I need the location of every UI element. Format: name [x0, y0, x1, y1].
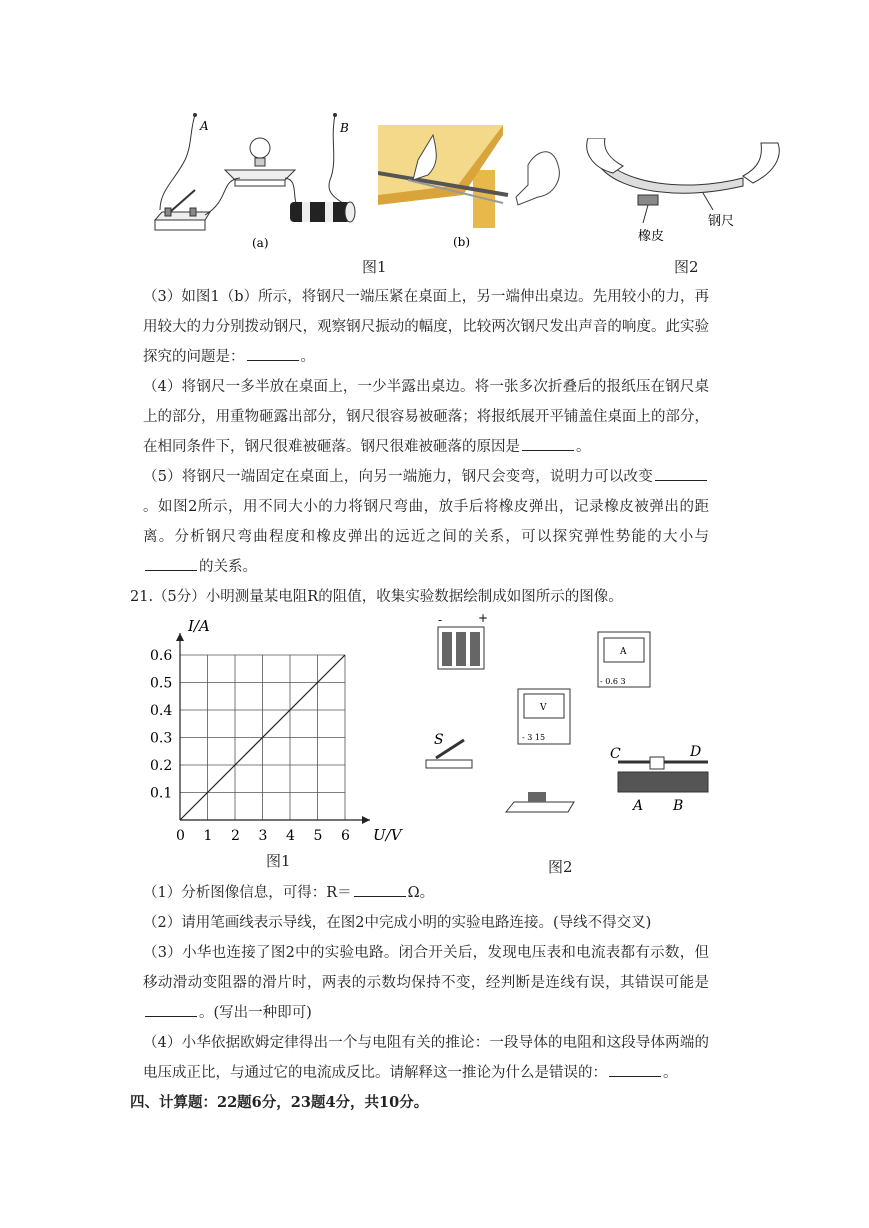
- circuit-components: [418, 612, 730, 832]
- svg-text:D: D: [690, 744, 702, 760]
- svg-text:B: B: [673, 798, 684, 814]
- chart-caption: 图1: [266, 852, 291, 870]
- label-eraser: 橡皮: [638, 229, 665, 244]
- answer-blank[interactable]: [655, 466, 707, 481]
- q21-part-1: （1）分析图像信息，可得：R＝ Ω。: [143, 878, 709, 908]
- svg-text:-: -: [438, 613, 443, 627]
- resistor-icon: [506, 792, 574, 812]
- switch-icon: [426, 732, 472, 768]
- svg-text:- 3 15: - 3 15: [522, 733, 546, 742]
- rheostat-icon: [610, 744, 708, 814]
- ammeter-icon: [598, 632, 650, 687]
- q21-stem: 21.（5分）小明测量某电阻R的阻值，收集实验数据绘制成如图所示的图像。: [130, 589, 623, 605]
- y-tick-label: 0.2: [150, 758, 173, 774]
- y-axis-label: I/A: [188, 617, 210, 635]
- answer-blank[interactable]: [609, 1062, 661, 1077]
- figure-1b-ruler-table: [378, 125, 573, 250]
- section-4-heading: 四、计算题：22题6分，23题4分，共10分。: [130, 1094, 429, 1111]
- answer-blank[interactable]: [145, 1002, 197, 1017]
- q21-part-4: （4）小华依据欧姆定律得出一个与电阻有关的推论：一段导体的电阻和这段导体两端的电压成正比，与通过它的电流成反比。请解释这一推论为什么是错误的： 。: [143, 1035, 709, 1081]
- x-tick-label: 6: [341, 828, 350, 844]
- label-ruler: 钢尺: [708, 214, 735, 229]
- x-axis-arrow: [362, 816, 370, 824]
- q20-part-3: （3）如图1（b）所示，将钢尺一端压紧在桌面上，另一端伸出桌边。先用较小的力，再用较大的力分别拨动钢尺，观察钢尺振动的幅度，比较两次钢尺发出声音的响度。此实验探究的问题是： 。: [143, 289, 709, 365]
- circuit-caption: 图2: [548, 858, 573, 876]
- figure-1a-circuit: [150, 110, 365, 250]
- q21-part-2: （2）请用笔画线表示导线，在图2中完成小明的实验电路连接。(导线不得交叉): [143, 915, 652, 931]
- svg-text:S: S: [434, 732, 444, 748]
- svg-text:- 0.6 3: - 0.6 3: [600, 677, 626, 686]
- y-tick-label: 0.3: [150, 730, 173, 747]
- svg-text:A: A: [620, 647, 627, 657]
- x-axis-label: U/V: [373, 826, 402, 844]
- svg-text:+: +: [478, 612, 489, 625]
- answer-blank[interactable]: [354, 882, 406, 897]
- y-tick-label: 0.4: [150, 703, 173, 719]
- y-axis-arrow: [176, 633, 184, 641]
- sub-label-b: (b): [453, 235, 471, 249]
- iu-chart: [140, 615, 410, 845]
- figure-1-caption: 图1: [362, 258, 387, 276]
- figure-2-caption: 图2: [674, 258, 699, 276]
- label-a: A: [200, 119, 209, 133]
- q20-part-4: （4）将钢尺一多半放在桌面上，一少半露出桌边。将一张多次折叠后的报纸压在钢尺桌上的部分，用重物砸露出部分，钢尺很容易被砸落；将报纸展开平铺盖住桌面上的部分，在相同条件下，钢尺很难被砸落。钢尺很难被砸落的原因是 。: [143, 379, 709, 455]
- x-tick-label: 3: [258, 828, 268, 844]
- answer-blank[interactable]: [522, 436, 574, 451]
- label-b: B: [340, 121, 349, 135]
- battery-icon: [438, 612, 488, 669]
- q20-part-5: （5）将钢尺一端固定在桌面上，向另一端施力，钢尺会变弯，说明力可以改变。如图2所示，用不同大小的力将钢尺弯曲，放手后将橡皮弹出，记录橡皮被弹出的距离。分析钢尺弯曲程度和橡皮弹出的远近之间的关系，可以探究弹性势能的大小与的关系。: [143, 462, 709, 582]
- x-tick-label: 5: [313, 828, 323, 844]
- svg-text:C: C: [610, 746, 621, 762]
- y-tick-label: 0.1: [150, 785, 173, 802]
- svg-text:A: A: [633, 798, 644, 814]
- figure-2-bending-ruler: [583, 138, 783, 248]
- answer-blank[interactable]: [145, 556, 197, 571]
- x-tick-label: 2: [231, 828, 240, 844]
- x-tick-label: 4: [286, 828, 295, 844]
- y-tick-label: 0.5: [150, 675, 173, 692]
- x-tick-label: 1: [203, 828, 213, 844]
- y-tick-label: 0.6: [150, 648, 173, 664]
- sub-label-a: (a): [252, 236, 269, 250]
- answer-blank[interactable]: [247, 346, 299, 361]
- voltmeter-icon: [518, 689, 570, 744]
- svg-text:V: V: [540, 703, 547, 713]
- x-tick-label: 0: [176, 828, 185, 844]
- q21-part-3: （3）小华也连接了图2中的实验电路。闭合开关后，发现电压表和电流表都有示数，但移动滑动变阻器的滑片时，两表的示数均保持不变，经判断是连线有误，其错误可能是。(写出一种即可): [143, 945, 709, 1021]
